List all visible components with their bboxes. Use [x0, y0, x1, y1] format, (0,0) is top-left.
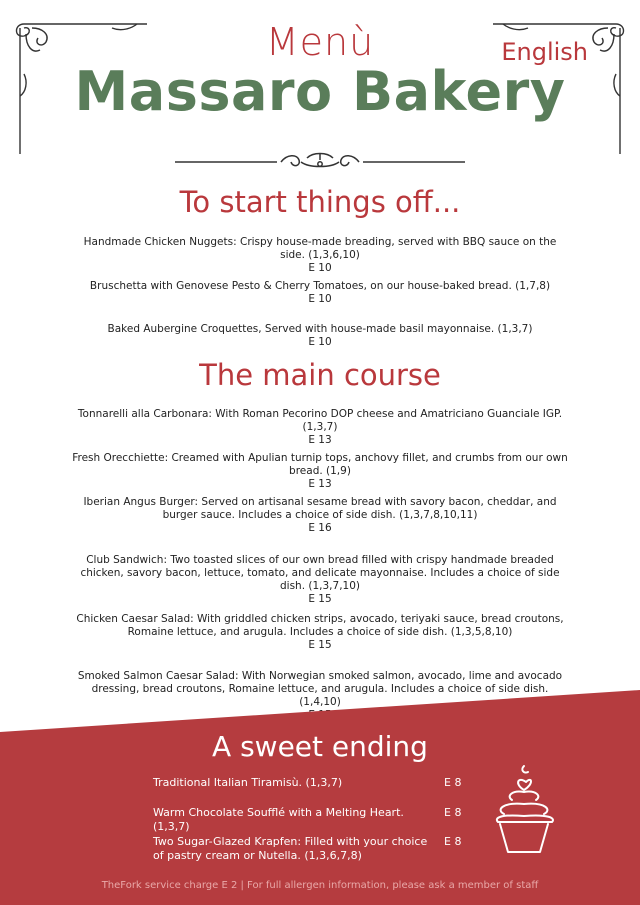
menu-item — [70, 554, 570, 606]
menu-item — [70, 236, 570, 275]
menu-item — [70, 408, 570, 447]
item-description: Baked Aubergine Croquettes, Served with house-made basil mayonnaise. (1,3,7) — [107, 323, 533, 335]
item-description: Club Sandwich: Two toasted slices of our own bread filled with crispy handmade breaded chicken, savory bacon, lettuce, tomato, and delicate mayonnaise. Includes a choice of side dish. (1,3,7,10) — [80, 554, 560, 592]
menu-item — [70, 613, 570, 652]
menu-item — [70, 323, 570, 349]
language-label: English — [501, 38, 588, 66]
item-price: E 13 — [308, 478, 332, 490]
item-price: E 15 — [308, 593, 332, 605]
item-description: Iberian Angus Burger: Served on artisanal sesame bread with savory bacon, cheddar, and burger sauce. Includes a choice of side dish. (1,3,7,8,10,11) — [83, 496, 557, 521]
cupcake-icon — [490, 760, 560, 860]
item-price: E 15 — [308, 639, 332, 651]
starters-title: To start things off... — [179, 185, 461, 219]
dessert-item: Two Sugar-Glazed Krapfen: Filled with your choice of pastry cream or Nutella. (1,3,6,7,8) — [153, 835, 428, 862]
item-description: Smoked Salmon Caesar Salad: With Norwegian smoked salmon, avocado, lime and avocado dressing, bread croutons, Romaine lettuce, and arugula. Includes a choice of side dish. (1,4,10) — [77, 670, 563, 708]
flourish-divider-icon — [175, 150, 465, 174]
mains-title: The main course — [199, 358, 441, 392]
menu-item — [70, 280, 570, 306]
dessert-item: Traditional Italian Tiramisù. (1,3,7) — [153, 776, 343, 789]
item-price: E 10 — [308, 336, 332, 348]
item-description: Chicken Caesar Salad: With griddled chicken strips, avocado, teriyaki sauce, bread croutons, Romaine lettuce, and arugula. Includes a choice of side dish. (1,3,5,8,10) — [76, 613, 564, 638]
menu-item — [70, 496, 570, 535]
item-description: Handmade Chicken Nuggets: Crispy house-made breading, served with BBQ sauce on the side. (1,3,6,10) — [83, 236, 557, 261]
dessert-price: E 8 — [444, 776, 462, 789]
item-description: Bruschetta with Genovese Pesto & Cherry Tomatoes, on our house-baked bread. (1,7,8) — [89, 280, 551, 292]
menu-item — [70, 452, 570, 491]
item-description: Fresh Orecchiette: Creamed with Apulian turnip tops, anchovy fillet, and crumbs from our own bread. (1,9) — [72, 452, 568, 477]
dessert-item: Warm Chocolate Soufflé with a Melting Heart. (1,3,7) — [153, 806, 404, 833]
item-price: E 10 — [308, 293, 332, 305]
item-price: E 10 — [308, 262, 332, 274]
footer-note: TheFork service charge E 2 | For full allergen information, please ask a member of staff — [101, 880, 539, 891]
restaurant-name: Massaro Bakery — [74, 60, 566, 123]
dessert-price: E 8 — [444, 806, 462, 819]
menu-label: Menù — [265, 20, 375, 64]
desserts-title: A sweet ending — [212, 730, 428, 763]
item-description: Tonnarelli alla Carbonara: With Roman Pecorino DOP cheese and Amatriciano Guanciale IGP. (1,3,7) — [77, 408, 563, 433]
dessert-price: E 8 — [444, 835, 462, 848]
item-price: E 13 — [308, 434, 332, 446]
item-price: E 16 — [308, 522, 332, 534]
